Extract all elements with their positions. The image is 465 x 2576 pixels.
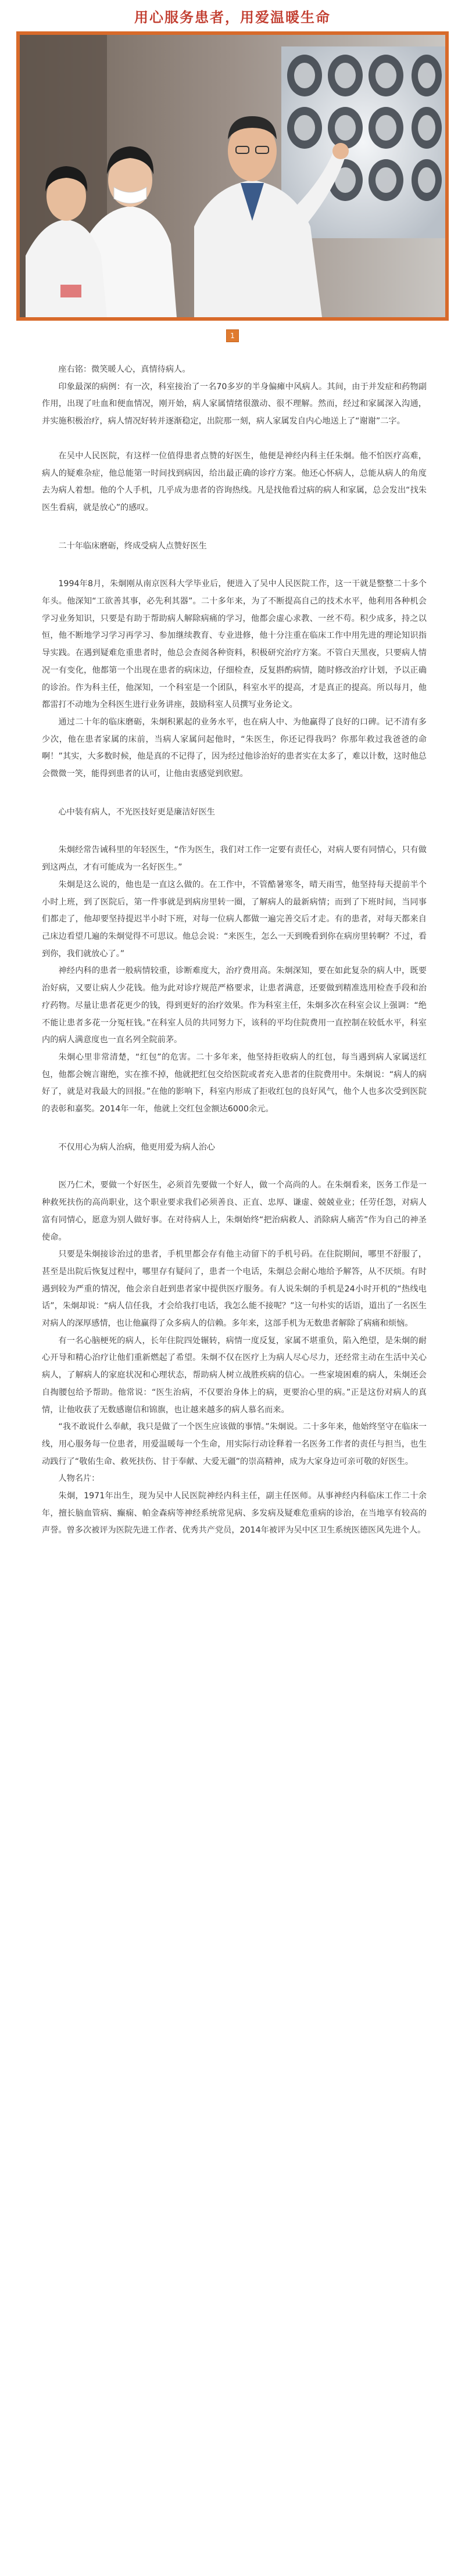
article-body [0,351,465,1540]
profile-heading: 人物名片： [58,1474,100,1484]
case-paragraph: 印象最深的病例：有一次，科室接治了一名70多岁的半身偏瘫中风病人。其间，由于并发症和药物副作用，出现了吐血和便血情况，刚开始，病人家属情绪很激动、很不理解。然而，经过和家属深入沟通，并实施积极治疗，病人情况好转并逐渐稳定，出院那一刻，病人家属发自内心地送上了“谢谢”二字。 [42,382,427,426]
doctor-photo-illustration [20,35,445,317]
motto-paragraph: 座右铭：微笑暖人心，真情待病人。 [58,365,191,374]
page-number-button[interactable]: 1 [226,329,239,342]
pagination [0,321,465,351]
section-2-heading: 心中装有病人，不光医技好更是廉洁好医生 [58,807,215,817]
paragraph: 1994年8月，朱炯刚从南京医科大学毕业后，便进入了吴中人民医院工作，这一干就是整整二十多个年头。他深知“工欲善其事，必先利其器”。二十多年来，为了不断提高自己的技术水平，他利用各种机会学习业务知识，只要是有助于帮助病人解除病痛的学习，他都会虚心求教、一丝不苟。积少成多，持之以恒，他不断地学习学习再学习、参加继续教育、专业进修，他十分注重在临床工作中用先进的理论知识指导实践。在遇到疑难危重患者时，他总会查阅各种资料，积极研究治疗方案。不管白天黑夜，只要病人情况一有变化，他都第一个出现在患者的病床边，仔细检查，反复斟酌病情，随时修改治疗计划，予以正确的诊治。作为科主任，他深知，一个科室是一个团队，科室水平的提高，才是真正的提高。所以每月，他都雷打不动地为全科医生进行业务讲座，鼓励科室人员撰写业务论文。 [42,579,427,710]
hero-photo [16,31,449,321]
paragraph: 通过二十年的临床磨砺，朱炯积累起的业务水平，也在病人中、为他赢得了良好的口碑。记不清有多少次，他在患者家属的床前，当病人家属问起他时，“朱医生，你还记得我吗？你那年救过我爸爸的命啊！”其实，大多数时候，他是真的不记得了，因为经过他诊治好的患者实在太多了，难以计数，这时他总会微微一笑，能得到患者的认可，让他由衷感觉到欣慰。 [42,717,427,779]
section-3-heading: 不仅用心为病人治病，他更用爱为病人治心 [58,1142,215,1152]
page-title: 用心服务患者，用爱温暖生命 [134,8,331,26]
paragraph: 有一名心脑梗死的病人，长年住院四处辗转，病情一度反复，家属不堪重负，陷入绝望，是朱炯的耐心开导和精心治疗让他们重新燃起了希望。朱炯不仅在医疗上为病人尽心尽力，还经常主动在生活中关心病人，了解病人的家庭状况和心理状态，帮助病人树立战胜疾病的信心。一些家境困难的病人，朱炯还会自掏腰包给予帮助。他常说：“医生治病，不仅要治身体上的病，更要治心里的病。”正是这份对病人的真情，让他收获了无数感谢信和锦旗，也让越来越多的病人慕名而来。 [42,1336,427,1415]
paragraph: 朱炯是这么说的，他也是一直这么做的。在工作中，不管酷暑寒冬，晴天雨雪，他坚持每天提前半个小时上班，到了医院后，第一件事就是到病房里转一圈，了解病人的最新病情；而到了下班时间，当同事们都走了，他却要坚持提迟半小时下班，对每一位病人都做一遍完善交后才走。有的患者，对每天都来自己床边看望几遍的朱炯觉得不可思议。他总会说：“来医生，怎么一天到晚看到你在病房里转啊？不过，看到你，我们就放心了。” [42,880,427,959]
profile-paragraph: 朱炯，1971年出生，现为吴中人民医院神经内科主任，副主任医师。从事神经内科临床工作二十余年，擅长脑血管病、癫痫、帕金森病等神经系统常见病、多发病及疑难危重病的诊治，在当地享有较高的声誉。曾多次被评为医院先进工作者、优秀共产党员，2014年被评为吴中区卫生系统医德医风先进个人。 [42,1491,427,1535]
paragraph: 朱炯经常告诫科里的年轻医生，“作为医生，我们对工作一定要有责任心，对病人要有同情心，只有做到这两点，才有可能成为一名好医生。” [42,845,427,873]
paragraph: 朱炯心里非常清楚，“红包”的危害。二十多年来，他坚持拒收病人的红包，每当遇到病人家属送红包，他都会婉言谢绝，实在推不掉，他就把红包交给医院或者充入患者的住院费用中。朱炯说：“病人的病好了，就是对我最大的回报。”在他的影响下，科室内形成了拒收红包的良好风气，他个人也多次受到医院的表彰和嘉奖。2014年一年，他就上交红包金额达6000余元。 [42,1052,427,1114]
title-bar [0,0,465,31]
lead-paragraph: 在吴中人民医院，有这样一位值得患者点赞的好医生，他便是神经内科主任朱炯。他不怕医疗高难，病人的疑难杂症，他总能第一时间找到病因，给出最正确的诊疗方案。他还心怀病人，总能从病人的角度去为病人着想。他的个人手机，几乎成为患者的咨询热线。凡是找他看过病的病人和家属，总会发出“找朱医生看病，就是放心”的感叹。 [42,451,427,512]
section-1-heading: 二十年临床磨砺，终成受病人点赞好医生 [58,541,207,551]
paragraph: “我不敢说什么奉献，我只是做了一个医生应该做的事情。”朱炯说。二十多年来，他始终坚守在临床一线，用心服务每一位患者，用爱温暖每一个生命，用实际行动诠释着一名医务工作者的责任与担当，也生动践行了“敬佑生命、救死扶伤、甘于奉献、大爱无疆”的崇高精神，成为大家身边可亲可敬的好医生。 [42,1422,427,1466]
paragraph: 医乃仁术，要做一个好医生，必须首先要做一个好人，做一个高尚的人。在朱炯看来，医务工作是一种救死扶伤的高尚职业，这个职业要求我们必须善良、正直、忠厚、谦虚、兢兢业业；任劳任怨，对病人富有同情心，愿意为别人做好事。在对待病人上，朱炯始终“把治病救人、消除病人痛苦”作为自己的神圣使命。 [42,1181,427,1242]
paragraph: 神经内科的患者一般病情较重，诊断难度大，治疗费用高。朱炯深知，要在如此复杂的病人中，既要治好病，又要让病人少花钱。他为此对诊疗规范严格要求，让患者满意，还要做到精准选用检查手段和治疗药物。尽量让患者花更少的钱，得到更好的治疗效果。作为科室主任，朱炯多次在科室会议上强调：“绝不能让患者多花一分冤枉钱。”在科室人员的共同努力下，该科的平均住院费用一直控制在较低水平，科室内的病人满意度也一直名列全院前茅。 [42,966,427,1045]
paragraph: 只要是朱炯接诊治过的患者，手机里都会存有他主动留下的手机号码。在住院期间，哪里不舒服了，甚至是出院后恢复过程中，哪里存有疑问了，患者一个电话，朱炯总会耐心地给予解答，从不厌烦。有时遇到较为严重的情况，他会亲自赶到患者家中提供医疗服务。有人说朱炯的手机是24小时开机的“热线电话”，朱炯却说：“病人信任我，才会给我打电话，我怎么能不接呢？”这一句朴实的话语，道出了一名医生对病人的深厚感情，也让他赢得了众多病人的信赖。多年来，这部手机为无数患者解除了病痛和烦恼。 [42,1250,427,1329]
